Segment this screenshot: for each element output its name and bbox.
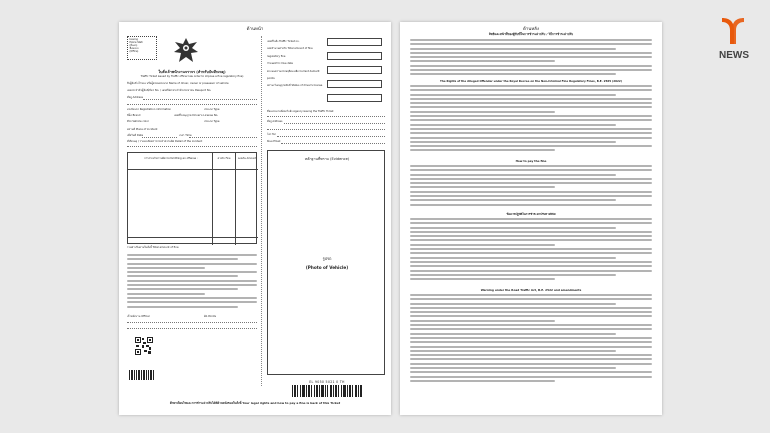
- agency-label: ชื่อหน่วยงานที่ออกใบสั่ง Agency issuing the Traffic Ticket: [267, 110, 334, 113]
- issuing-field-4: (Office): [129, 50, 139, 53]
- field-id: เลขประจำตัวผู้ขับขี่/บัตร No. / เลขที่บัตรประจำตัวประชาชน Passport No.: [127, 89, 212, 92]
- fine-header-1: ค่าปรับ Fine: [217, 157, 231, 160]
- field-place: สถานที่ Place of incident: [127, 128, 158, 131]
- garuda-emblem-icon: [171, 36, 201, 66]
- ticket-title-th: ใบสั่งเจ้าพนักงานจราจร (สำหรับบันทึกเหตุ): [158, 70, 226, 74]
- officer-label: เจ้าพนักงาน Officer: [127, 315, 150, 318]
- issuing-field-3: ชื่อหน่วย: [129, 47, 139, 50]
- field-date: เมื่อวันที่ Date: [127, 134, 144, 137]
- barcode-number: EL 9050 5021 0 TH: [309, 380, 345, 384]
- right-field-3: คะแนนความประพฤติคงเหลือ Current demerit points: [267, 69, 320, 81]
- rights-para-4: [410, 218, 652, 282]
- issuing-field-2: (ที่ออก): [129, 44, 138, 47]
- agency-tel: โทร Tel: [267, 133, 276, 136]
- rights-para-1: [410, 39, 652, 78]
- violation-header: การกระทำความผิด Committing an offense :: [144, 157, 198, 160]
- ticket-page-label: ด้านหน้า: [246, 27, 264, 32]
- ticket-recipient: ถึงผู้ขับขี่ เจ้าของ หรือผู้ครอบครองรถ Name of driver, owner or possessor of vehicle: [127, 82, 229, 85]
- field-detail: ที่เกิดเหตุ / รายละเอียดการกระทำความผิด Detail of the incident: [127, 140, 203, 143]
- photo-label-en: (Photo of Vehicle): [305, 265, 349, 270]
- field-registration: ทะเบียนรถ Registration information: [127, 108, 172, 111]
- right-field-labels: [267, 38, 325, 90]
- news-logo-icon: [720, 16, 746, 46]
- points-label: ตัด Points: [204, 315, 216, 318]
- rights-title: สิทธิและหน้าที่ของผู้ขับขี่ในการชำระค่าปรับ / วิธีการชำระค่าปรับ: [488, 32, 574, 36]
- barcode-icon: [292, 385, 362, 397]
- ticket-front-page: [119, 22, 391, 415]
- ticket-fine-text: [127, 254, 257, 310]
- rights-section-how-to-pay: How to pay the fine: [515, 159, 547, 163]
- field-license-no: เลขที่ใบอนุญาต Driver's License No.: [174, 114, 219, 117]
- field-color: สีรถ Vehicle color: [127, 120, 149, 123]
- evidence-title: หลักฐานที่ทราบ (Evidence): [304, 157, 350, 161]
- rights-back-page: [400, 22, 662, 415]
- ticket-no-box: [327, 38, 382, 46]
- fine-header-2: ยอดเงิน Amount: [237, 157, 257, 160]
- fine-amount-box: [327, 52, 382, 60]
- issuing-station-box: [127, 36, 157, 60]
- ticket-footer: ศึกษาเงื่อนไขและการชำระค่าปรับได้ที่ด้านหลังของใบสั่งนี้ Your legal rights and how to pay a fine is back of this Ticket: [169, 401, 341, 405]
- license-status-box: [327, 94, 382, 102]
- qr-code-icon: [135, 337, 153, 355]
- right-field-2: กำหนดชำระ Due date: [267, 62, 293, 66]
- field-vehicle-type: ประเภท Type: [204, 108, 220, 111]
- field-brand: ยี่ห้อ Brand: [127, 114, 141, 117]
- agency-address: ที่อยู่ Address: [267, 120, 283, 123]
- right-field-4: สถานะใบอนุญาตขับขี่ Status of driver's license: [267, 84, 323, 88]
- photo-label-th: รูปรถ: [322, 256, 332, 261]
- rights-para-2: [410, 85, 652, 154]
- right-field-0: เลขที่ใบสั่ง Traffic Ticket no.: [267, 40, 300, 43]
- due-date-box: [327, 66, 382, 74]
- agency-email: อีเมล Email: [267, 140, 281, 143]
- violation-table: [127, 152, 257, 244]
- field-address: ที่อยู่ Address: [127, 96, 143, 99]
- issuing-field-1: Police Stati: [129, 41, 143, 44]
- rights-para-3: [410, 165, 652, 208]
- rights-subtitle-en: The Rights of the Alleged Offender under the Royal Decree on the Non-Criminal Fine Regulatory Fines, B.E. 2565 (2022): [440, 79, 622, 83]
- news-logo-text: NEWS: [719, 50, 749, 61]
- small-barcode-icon: [129, 370, 155, 380]
- rights-section-3: ข้อควรปฏิบัติในการชำระค่าปรับทางพินัย: [506, 212, 556, 216]
- rights-section-warning: Warning under the Road Traffic Act, B.E. 2522 and amendments: [480, 288, 582, 292]
- rights-page-label: ด้านหลัง: [522, 27, 540, 32]
- field-type-2: ประเภท Type: [204, 120, 220, 123]
- points-box: [327, 80, 382, 88]
- right-field-1: ยอดจำนวนค่าปรับ Total amount of fine regulatory fine: [267, 47, 313, 58]
- field-time: เวลา Time: [179, 134, 192, 137]
- rights-para-5: [410, 294, 652, 384]
- total-fine-label: รวมค่าปรับตามใบสั่งนี้ Total amount of fine: [127, 246, 179, 249]
- ticket-title-en: Traffic Ticket issued by Traffic officer law order to impose a fine regulatory fine): [140, 75, 244, 78]
- issuing-field-0: Issuing: [129, 38, 138, 41]
- news-logo: [700, 10, 762, 80]
- evidence-box: [267, 150, 385, 375]
